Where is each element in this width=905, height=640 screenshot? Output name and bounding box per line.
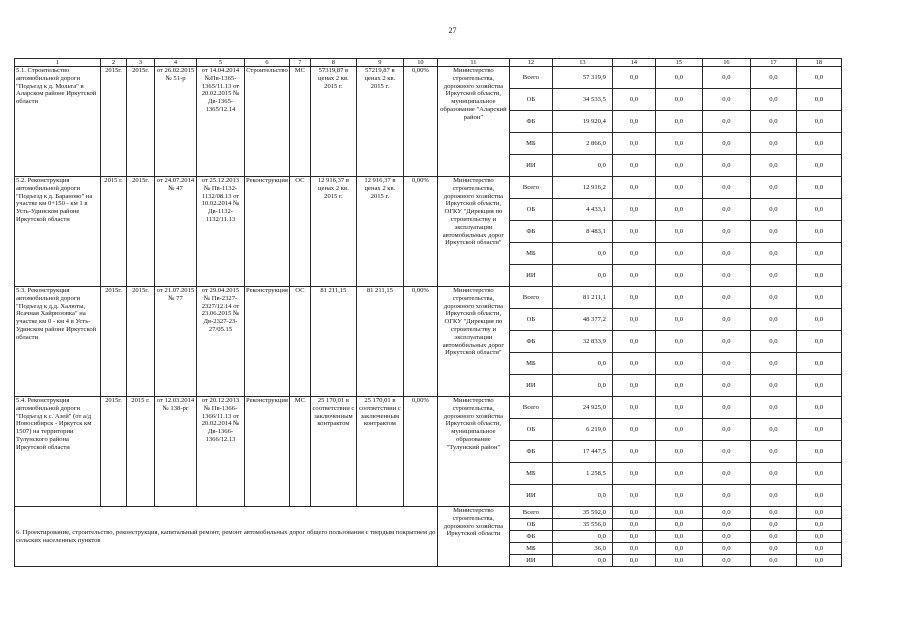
column-number: 7 (289, 59, 310, 67)
amount-cell: 0,0 (750, 221, 796, 243)
column-number-row (15, 59, 842, 67)
amount-cell: 0,0 (796, 89, 841, 111)
amount-cell: 0,0 (796, 507, 841, 519)
customer: Министерство строительства, дорожного хозяйства Иркутской области, муниципальное образование "Аларский район" (437, 67, 509, 177)
column-number: 6 (245, 59, 290, 67)
amount-cell: 0,0 (750, 199, 796, 221)
amount-cell: 0,0 (612, 353, 655, 375)
amount-cell: 0,0 (612, 441, 655, 463)
end-year: 2015г. (127, 177, 155, 287)
amount-cell: 0,0 (750, 543, 796, 555)
amount-cell: 0,0 (750, 531, 796, 543)
level: ОС (289, 177, 310, 287)
amount-cell: 0,0 (612, 419, 655, 441)
amount-cell: 57 319,9 (552, 67, 612, 89)
column-number: 9 (356, 59, 403, 67)
amount-cell: 0,0 (750, 309, 796, 331)
start-year: 2015г. (101, 287, 127, 397)
amount-cell: 0,0 (750, 375, 796, 397)
amount-cell: 0,0 (702, 519, 750, 531)
decision-doc: от 12.03.2014 № 138-рг (155, 397, 197, 507)
amount-cell: 0,0 (750, 111, 796, 133)
amount-cell: 0,0 (796, 111, 841, 133)
work-type: Реконструкция (245, 177, 290, 287)
expertise-doc: от 25.12.2013 № Пв-1132-1132/08.13 от 10.02.2014 № Дв-1132-1132/11.13 (197, 177, 245, 287)
amount-cell: 0,0 (612, 265, 655, 287)
amount-cell: 0,0 (702, 155, 750, 177)
funding-source: Всего (509, 67, 552, 89)
amount-cell: 0,0 (796, 485, 841, 507)
amount-cell: 0,0 (702, 555, 750, 567)
funding-source: ФБ (509, 111, 552, 133)
funding-source: МБ (509, 243, 552, 265)
amount-cell: 0,0 (796, 419, 841, 441)
amount-cell: 12 916,2 (552, 177, 612, 199)
readiness: 0,00% (403, 67, 437, 177)
amount-cell: 0,0 (655, 507, 702, 519)
page-number: 27 (448, 26, 457, 35)
end-year: 2015г. (127, 287, 155, 397)
amount-cell: 0,0 (796, 287, 841, 309)
readiness: 0,00% (403, 397, 437, 507)
funding-source: ОБ (509, 519, 552, 531)
amount-cell: 36,0 (552, 543, 612, 555)
expertise-doc: от 29.04.2015 № Пв-2327-2327/12.14 от 23.06.2015 № Дв-2327-23-27/05.15 (197, 287, 245, 397)
funding-source: МБ (509, 463, 552, 485)
column-number: 4 (155, 59, 197, 67)
amount-cell: 0,0 (655, 441, 702, 463)
amount-cell: 0,0 (612, 519, 655, 531)
funding-source: ИИ (509, 555, 552, 567)
amount-cell: 0,0 (612, 67, 655, 89)
customer: Министерство строительства, дорожного хозяйства Иркутской области, ОГКУ "Дирекция по строительству и эксплуатации автомобильных дорог Иркутской области" (437, 177, 509, 287)
document-table (14, 58, 842, 567)
amount-cell: 0,0 (750, 265, 796, 287)
start-year: 2015 г. (101, 177, 127, 287)
amount-cell: 0,0 (750, 287, 796, 309)
amount-cell: 0,0 (796, 155, 841, 177)
amount-cell: 0,0 (750, 133, 796, 155)
amount-cell: 0,0 (702, 441, 750, 463)
amount-cell: 0,0 (750, 353, 796, 375)
amount-cell: 6 219,0 (552, 419, 612, 441)
readiness: 0,00% (403, 287, 437, 397)
funding-source: Всего (509, 507, 552, 519)
level: МС (289, 397, 310, 507)
summary-customer: Министерство строительства, дорожного хозяйства Иркутской области (437, 507, 509, 567)
column-number: 1 (15, 59, 101, 67)
customer: Министерство строительства, дорожного хозяйства Иркутской области, муниципальное образование "Тулунский район" (437, 397, 509, 507)
amount-cell: 0,0 (702, 265, 750, 287)
funding-source: Всего (509, 287, 552, 309)
funding-source: ОБ (509, 309, 552, 331)
column-number: 18 (796, 59, 841, 67)
expertise-doc: от 14.04.2014 №Пв-1365-1365/11.13 от 20.02.2015 № Дв-1365-1365/12.14 (197, 67, 245, 177)
table-row (15, 287, 842, 309)
amount-cell: 0,0 (750, 463, 796, 485)
funding-source: МБ (509, 353, 552, 375)
amount-cell: 0,0 (655, 221, 702, 243)
amount-cell: 0,0 (655, 463, 702, 485)
amount-cell: 0,0 (796, 375, 841, 397)
amount-cell: 0,0 (796, 331, 841, 353)
amount-cell: 0,0 (750, 331, 796, 353)
readiness: 0,00% (403, 177, 437, 287)
amount-cell: 0,0 (796, 519, 841, 531)
level: ОС (289, 287, 310, 397)
funding-source: МБ (509, 133, 552, 155)
funding-source: ОБ (509, 199, 552, 221)
amount-cell: 0,0 (702, 309, 750, 331)
amount-cell: 0,0 (612, 543, 655, 555)
amount-cell: 0,0 (552, 531, 612, 543)
amount-cell: 0,0 (612, 221, 655, 243)
amount-cell: 35 592,0 (552, 507, 612, 519)
design-cost: 12 916,37 в ценах 2 кв. 2015 г. (310, 177, 356, 287)
decision-doc: от 24.07.2014 № 47 (155, 177, 197, 287)
amount-cell: 0,0 (796, 463, 841, 485)
amount-cell: 0,0 (796, 555, 841, 567)
amount-cell: 0,0 (750, 441, 796, 463)
column-number: 5 (197, 59, 245, 67)
amount-cell: 0,0 (796, 221, 841, 243)
funding-source: ФБ (509, 331, 552, 353)
end-year: 2015г. (127, 67, 155, 177)
project-name: 5.4. Реконструкция автомобильной дороги "Подъезд к с. Азей" (от а/д Новосибирск - Иркутск км 1507) на территории Тулунского района Иркутской области (15, 397, 101, 507)
column-number: 14 (612, 59, 655, 67)
amount-cell: 0,0 (612, 111, 655, 133)
column-number: 15 (655, 59, 702, 67)
amount-cell: 1 258,5 (552, 463, 612, 485)
amount-cell: 0,0 (796, 353, 841, 375)
column-number: 12 (509, 59, 552, 67)
amount-cell: 0,0 (655, 543, 702, 555)
amount-cell: 0,0 (702, 111, 750, 133)
table-row (15, 397, 842, 419)
column-number: 17 (750, 59, 796, 67)
amount-cell: 0,0 (655, 243, 702, 265)
column-number: 11 (437, 59, 509, 67)
amount-cell: 0,0 (552, 555, 612, 567)
amount-cell: 0,0 (655, 265, 702, 287)
project-name: 5.1. Строительство автомобильной дороги "Подъезд к д. Мольта" в Аларском районе Иркутской области (15, 67, 101, 177)
funding-source: ИИ (509, 375, 552, 397)
amount-cell: 0,0 (796, 309, 841, 331)
amount-cell: 0,0 (655, 177, 702, 199)
amount-cell: 0,0 (750, 155, 796, 177)
funding-source: ОБ (509, 419, 552, 441)
amount-cell: 0,0 (612, 309, 655, 331)
amount-cell: 0,0 (702, 353, 750, 375)
amount-cell: 0,0 (750, 485, 796, 507)
amount-cell: 2 866,0 (552, 133, 612, 155)
start-year: 2015г. (101, 397, 127, 507)
amount-cell: 0,0 (796, 531, 841, 543)
amount-cell: 0,0 (612, 287, 655, 309)
amount-cell: 0,0 (702, 243, 750, 265)
project-name: 5.2. Реконструкция автомобильной дороги "Подъезд к д. Бараново" на участке км 0+150 - км 1 в Усть-Удинском районе Иркутской области (15, 177, 101, 287)
work-type: Реконструкция (245, 397, 290, 507)
amount-cell: 0,0 (796, 177, 841, 199)
amount-cell: 0,0 (655, 375, 702, 397)
amount-cell: 0,0 (612, 507, 655, 519)
amount-cell: 0,0 (655, 353, 702, 375)
amount-cell: 0,0 (750, 419, 796, 441)
amount-cell: 0,0 (702, 199, 750, 221)
estimated-cost: 25 170,01 в соответствии с заключенным контрактом (356, 397, 403, 507)
amount-cell: 0,0 (702, 485, 750, 507)
end-year: 2015 г. (127, 397, 155, 507)
amount-cell: 0,0 (612, 199, 655, 221)
amount-cell: 0,0 (702, 67, 750, 89)
amount-cell: 0,0 (796, 441, 841, 463)
amount-cell: 0,0 (655, 519, 702, 531)
amount-cell: 0,0 (750, 177, 796, 199)
amount-cell: 17 447,5 (552, 441, 612, 463)
amount-cell: 35 556,0 (552, 519, 612, 531)
column-number: 3 (127, 59, 155, 67)
work-type: Реконструкция (245, 287, 290, 397)
summary-description: 6. Проектирование, строительство, реконструкция, капитальный ремонт, ремонт автомобильных дорог общего пользования с твердым покрытием до сельских населенных пунктов (15, 507, 438, 567)
amount-cell: 0,0 (750, 243, 796, 265)
amount-cell: 0,0 (552, 243, 612, 265)
amount-cell: 0,0 (552, 375, 612, 397)
amount-cell: 0,0 (612, 375, 655, 397)
amount-cell: 0,0 (655, 89, 702, 111)
amount-cell: 0,0 (552, 265, 612, 287)
amount-cell: 0,0 (702, 507, 750, 519)
amount-cell: 81 211,1 (552, 287, 612, 309)
amount-cell: 0,0 (655, 287, 702, 309)
amount-cell: 0,0 (702, 543, 750, 555)
amount-cell: 0,0 (655, 111, 702, 133)
amount-cell: 0,0 (655, 397, 702, 419)
column-number: 13 (552, 59, 612, 67)
amount-cell: 0,0 (702, 419, 750, 441)
amount-cell: 0,0 (655, 309, 702, 331)
design-cost: 57319,87 в ценах 2 кв. 2015 г. (310, 67, 356, 177)
amount-cell: 24 925,0 (552, 397, 612, 419)
amount-cell: 0,0 (796, 243, 841, 265)
amount-cell: 0,0 (552, 353, 612, 375)
amount-cell: 0,0 (796, 265, 841, 287)
summary-row (15, 507, 842, 519)
amount-cell: 0,0 (612, 133, 655, 155)
amount-cell: 0,0 (750, 507, 796, 519)
amount-cell: 48 377,2 (552, 309, 612, 331)
amount-cell: 0,0 (702, 531, 750, 543)
funding-source: ФБ (509, 441, 552, 463)
amount-cell: 0,0 (702, 221, 750, 243)
amount-cell: 0,0 (750, 519, 796, 531)
amount-cell: 0,0 (750, 397, 796, 419)
amount-cell: 0,0 (796, 133, 841, 155)
column-number: 2 (101, 59, 127, 67)
amount-cell: 0,0 (612, 463, 655, 485)
amount-cell: 0,0 (796, 199, 841, 221)
amount-cell: 0,0 (655, 485, 702, 507)
amount-cell: 0,0 (702, 133, 750, 155)
expertise-doc: от 20.12.2013 № Пв-1366-1366/11.13 от 20.02.2014 № Дв-1366-1366/12.13 (197, 397, 245, 507)
amount-cell: 0,0 (612, 89, 655, 111)
funding-source: МБ (509, 543, 552, 555)
amount-cell: 19 920,4 (552, 111, 612, 133)
funding-source: ФБ (509, 531, 552, 543)
amount-cell: 0,0 (655, 67, 702, 89)
estimated-cost: 57219,87 в ценах 2 кв. 2015 г. (356, 67, 403, 177)
amount-cell: 0,0 (750, 89, 796, 111)
amount-cell: 32 833,9 (552, 331, 612, 353)
amount-cell: 0,0 (612, 155, 655, 177)
amount-cell: 0,0 (655, 199, 702, 221)
customer: Министерство строительства, дорожного хозяйства Иркутской области, ОГКУ "Дирекция по строительству и эксплуатации автомобильных дорог Иркутской области" (437, 287, 509, 397)
amount-cell: 0,0 (655, 531, 702, 543)
table-row (15, 177, 842, 199)
estimated-cost: 12 916,37 в ценах 2 кв. 2015 г. (356, 177, 403, 287)
funding-source: ОБ (509, 89, 552, 111)
amount-cell: 8 483,1 (552, 221, 612, 243)
table-row (15, 67, 842, 89)
amount-cell: 0,0 (702, 375, 750, 397)
amount-cell: 0,0 (655, 419, 702, 441)
funding-source: ИИ (509, 265, 552, 287)
project-name: 5.3. Реконструкция автомобильной дороги "Подъезд к д.д. Халюты, Ясачная Хайрюзовка" на участке км 0 - км 4 в Усть-Удинском районе Иркутской области (15, 287, 101, 397)
amount-cell: 0,0 (796, 397, 841, 419)
amount-cell: 0,0 (796, 67, 841, 89)
amount-cell: 0,0 (612, 177, 655, 199)
amount-cell: 0,0 (655, 133, 702, 155)
funding-source: ФБ (509, 221, 552, 243)
amount-cell: 0,0 (612, 243, 655, 265)
funding-source: Всего (509, 177, 552, 199)
decision-doc: от 21.07.2015 № 77 (155, 287, 197, 397)
amount-cell: 0,0 (702, 397, 750, 419)
design-cost: 81 211,15 (310, 287, 356, 397)
amount-cell: 0,0 (750, 67, 796, 89)
column-number: 16 (702, 59, 750, 67)
amount-cell: 0,0 (702, 331, 750, 353)
amount-cell: 0,0 (702, 463, 750, 485)
amount-cell: 0,0 (655, 331, 702, 353)
column-number: 8 (310, 59, 356, 67)
amount-cell: 0,0 (796, 543, 841, 555)
design-cost: 25 170,01 в соответствии с заключенным контрактом (310, 397, 356, 507)
amount-cell: 0,0 (612, 531, 655, 543)
column-number: 10 (403, 59, 437, 67)
level: МС (289, 67, 310, 177)
amount-cell: 0,0 (612, 555, 655, 567)
amount-cell: 0,0 (750, 555, 796, 567)
funding-source: ИИ (509, 485, 552, 507)
work-type: Строительство (245, 67, 290, 177)
decision-doc: от 26.02.2015 № 51-р (155, 67, 197, 177)
amount-cell: 0,0 (702, 177, 750, 199)
amount-cell: 0,0 (612, 397, 655, 419)
amount-cell: 0,0 (612, 331, 655, 353)
funding-source: Всего (509, 397, 552, 419)
estimated-cost: 81 211,15 (356, 287, 403, 397)
funding-source: ИИ (509, 155, 552, 177)
amount-cell: 34 533,5 (552, 89, 612, 111)
start-year: 2015г. (101, 67, 127, 177)
amount-cell: 4 433,1 (552, 199, 612, 221)
amount-cell: 0,0 (655, 155, 702, 177)
amount-cell: 0,0 (612, 485, 655, 507)
amount-cell: 0,0 (702, 287, 750, 309)
amount-cell: 0,0 (655, 555, 702, 567)
amount-cell: 0,0 (552, 485, 612, 507)
amount-cell: 0,0 (702, 89, 750, 111)
amount-cell: 0,0 (552, 155, 612, 177)
